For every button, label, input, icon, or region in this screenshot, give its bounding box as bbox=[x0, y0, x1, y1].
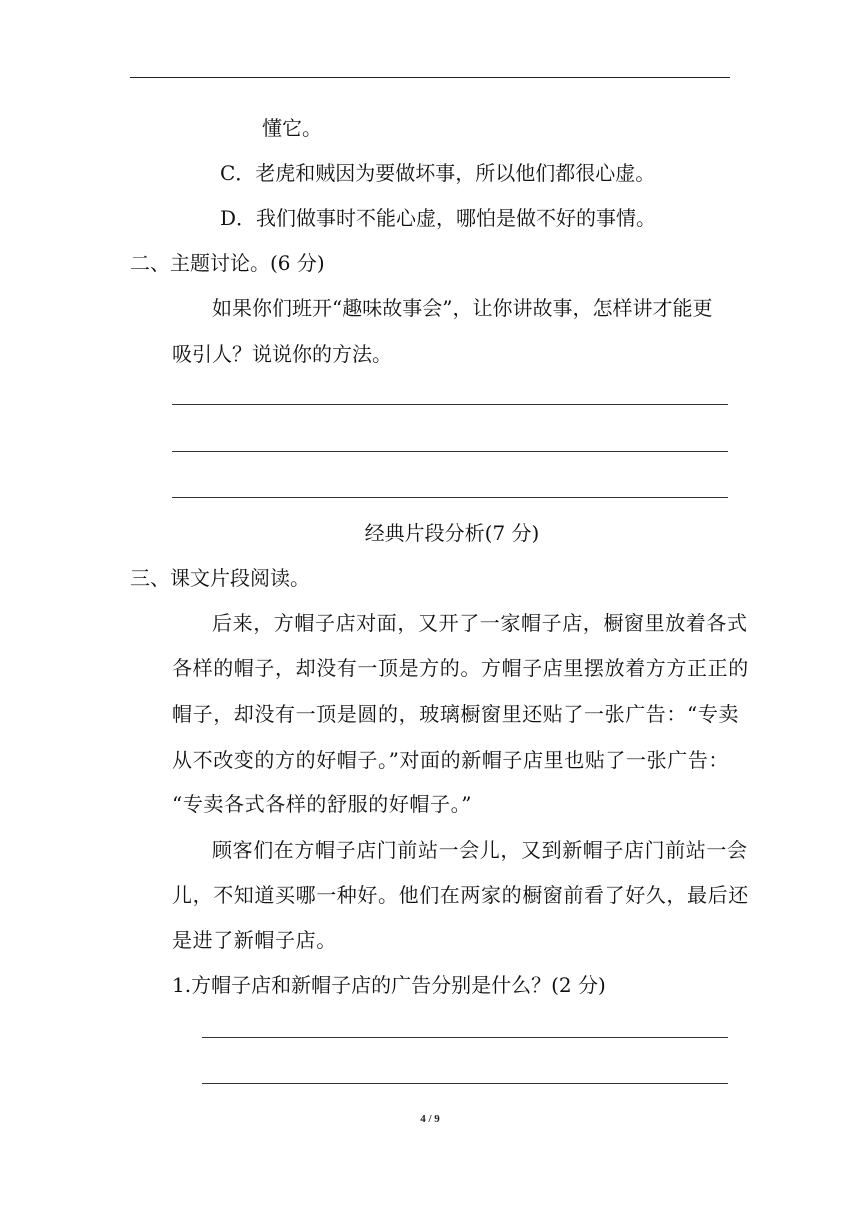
answer-line[interactable] bbox=[172, 451, 728, 452]
page-number: 4 / 9 bbox=[420, 1113, 440, 1125]
passage-line: 是进了新帽子店。 bbox=[172, 928, 337, 952]
option-b-continuation: 懂它。 bbox=[262, 116, 322, 140]
passage-line: 儿，不知道买哪一种好。他们在两家的橱窗前看了好久，最后还 bbox=[172, 883, 749, 907]
passage-line: “专卖各式各样的舒服的好帽子。” bbox=[172, 792, 473, 816]
section-2-heading: 二、主题讨论。(6 分) bbox=[130, 251, 325, 275]
passage-line: 顾客们在方帽子店门前站一会儿，又到新帽子店门前站一会 bbox=[212, 838, 748, 862]
part-title: 经典片段分析(7 分) bbox=[364, 521, 540, 545]
header-rule bbox=[130, 77, 730, 78]
answer-line[interactable] bbox=[202, 1037, 728, 1038]
option-c: C．老虎和贼因为要做坏事，所以他们都很心虚。 bbox=[220, 161, 656, 185]
section-2-prompt-line-1: 如果你们班开“趣味故事会”，让你讲故事，怎样讲才能更 bbox=[212, 296, 713, 320]
question-1: 1.方帽子店和新帽子店的广告分别是什么？(2 分) bbox=[172, 973, 606, 997]
answer-line[interactable] bbox=[172, 404, 728, 405]
passage-line: 帽子，却没有一顶是圆的，玻璃橱窗里还贴了一张广告：“专卖 bbox=[172, 702, 740, 726]
section-2-prompt-line-2: 吸引人？说说你的方法。 bbox=[172, 342, 392, 366]
passage-line: 后来，方帽子店对面，又开了一家帽子店，橱窗里放着各式 bbox=[212, 611, 748, 635]
option-d: D．我们做事时不能心虚，哪怕是做不好的事情。 bbox=[220, 206, 657, 230]
section-3-heading: 三、课文片段阅读。 bbox=[130, 566, 310, 590]
answer-line[interactable] bbox=[202, 1083, 728, 1084]
passage-line: 从不改变的方的好帽子。”对面的新帽子店里也贴了一张广告： bbox=[172, 748, 730, 772]
answer-line[interactable] bbox=[172, 497, 728, 498]
passage-line: 各样的帽子，却没有一顶是方的。方帽子店里摆放着方方正正的 bbox=[172, 656, 749, 680]
